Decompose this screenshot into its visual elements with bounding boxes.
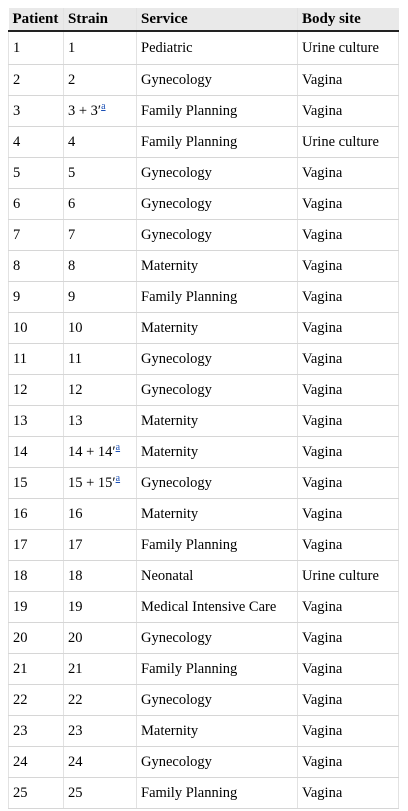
cell-patient: 13 bbox=[9, 406, 64, 437]
cell-strain bbox=[64, 375, 137, 406]
strain-text: 23 bbox=[68, 722, 83, 739]
cell-strain bbox=[64, 220, 137, 251]
cell-patient: 15 bbox=[9, 468, 64, 499]
cell-patient: 22 bbox=[9, 685, 64, 716]
table-header bbox=[9, 8, 399, 31]
cell-service: Gynecology bbox=[137, 220, 298, 251]
cell-service: Gynecology bbox=[137, 468, 298, 499]
table-row bbox=[9, 654, 399, 685]
header-patient: Patient bbox=[9, 8, 64, 31]
cell-strain bbox=[64, 189, 137, 220]
cell-body-site: Vagina bbox=[298, 189, 399, 220]
cell-patient: 18 bbox=[9, 561, 64, 592]
cell-service: Gynecology bbox=[137, 65, 298, 96]
footnote-link[interactable]: a bbox=[115, 441, 121, 453]
cell-patient: 8 bbox=[9, 251, 64, 282]
table-row bbox=[9, 375, 399, 406]
cell-patient: 10 bbox=[9, 313, 64, 344]
cell-body-site: Vagina bbox=[298, 747, 399, 778]
table-row bbox=[9, 127, 399, 158]
cell-service: Maternity bbox=[137, 716, 298, 747]
cell-strain bbox=[64, 499, 137, 530]
strain-text: 17 bbox=[68, 536, 83, 553]
table-row bbox=[9, 282, 399, 313]
cell-service: Maternity bbox=[137, 313, 298, 344]
strain-text: 19 bbox=[68, 598, 83, 615]
cell-strain bbox=[64, 251, 137, 282]
cell-strain bbox=[64, 437, 137, 468]
cell-strain bbox=[64, 623, 137, 654]
cell-service: Pediatric bbox=[137, 31, 298, 65]
cell-body-site: Vagina bbox=[298, 623, 399, 654]
strain-text: 14 + 14′ bbox=[68, 443, 116, 460]
cell-body-site: Vagina bbox=[298, 530, 399, 561]
cell-body-site: Vagina bbox=[298, 375, 399, 406]
cell-strain bbox=[64, 592, 137, 623]
header-body-site: Body site bbox=[298, 8, 399, 31]
table-row bbox=[9, 592, 399, 623]
cell-patient: 25 bbox=[9, 778, 64, 809]
strain-text: 25 bbox=[68, 784, 83, 801]
table-row bbox=[9, 561, 399, 592]
cell-service: Neonatal bbox=[137, 561, 298, 592]
cell-patient: 1 bbox=[9, 31, 64, 65]
cell-service: Gynecology bbox=[137, 685, 298, 716]
cell-strain bbox=[64, 158, 137, 189]
cell-body-site: Vagina bbox=[298, 437, 399, 468]
cell-patient: 21 bbox=[9, 654, 64, 685]
table-row bbox=[9, 313, 399, 344]
cell-service: Gynecology bbox=[137, 375, 298, 406]
cell-patient: 11 bbox=[9, 344, 64, 375]
strain-text: 15 + 15′ bbox=[68, 474, 116, 491]
footnote-link[interactable]: a bbox=[101, 100, 106, 112]
cell-patient: 12 bbox=[9, 375, 64, 406]
strain-text: 9 bbox=[68, 288, 76, 305]
strain-text: 11 bbox=[68, 350, 82, 367]
table-row bbox=[9, 530, 399, 561]
strain-text: 8 bbox=[68, 257, 76, 274]
strain-text: 7 bbox=[68, 226, 76, 243]
cell-service: Maternity bbox=[137, 437, 298, 468]
cell-patient: 4 bbox=[9, 127, 64, 158]
table-row bbox=[9, 96, 399, 127]
table-row bbox=[9, 189, 399, 220]
cell-strain bbox=[64, 65, 137, 96]
cell-body-site: Vagina bbox=[298, 313, 399, 344]
strain-text: 24 bbox=[68, 753, 83, 770]
strain-text: 3 + 3′ bbox=[68, 102, 102, 119]
cell-patient: 23 bbox=[9, 716, 64, 747]
cell-service: Family Planning bbox=[137, 282, 298, 313]
cell-service: Medical Intensive Care bbox=[137, 592, 298, 623]
cell-service: Maternity bbox=[137, 406, 298, 437]
cell-service: Maternity bbox=[137, 499, 298, 530]
strain-text: 6 bbox=[68, 195, 76, 212]
table-container bbox=[8, 8, 398, 809]
table-row bbox=[9, 65, 399, 96]
cell-patient: 16 bbox=[9, 499, 64, 530]
table-row bbox=[9, 31, 399, 65]
cell-strain bbox=[64, 313, 137, 344]
table-row bbox=[9, 716, 399, 747]
cell-patient: 2 bbox=[9, 65, 64, 96]
cell-body-site: Vagina bbox=[298, 220, 399, 251]
cell-body-site: Urine culture bbox=[298, 31, 399, 65]
cell-service: Gynecology bbox=[137, 189, 298, 220]
cell-strain bbox=[64, 96, 137, 127]
cell-patient: 3 bbox=[9, 96, 64, 127]
header-row bbox=[9, 8, 399, 31]
cell-body-site: Vagina bbox=[298, 282, 399, 313]
strain-text: 12 bbox=[68, 381, 83, 398]
cell-service: Gynecology bbox=[137, 158, 298, 189]
cell-patient: 7 bbox=[9, 220, 64, 251]
cell-service: Maternity bbox=[137, 251, 298, 282]
cell-body-site: Vagina bbox=[298, 778, 399, 809]
cell-body-site: Vagina bbox=[298, 716, 399, 747]
cell-patient: 14 bbox=[9, 437, 64, 468]
cell-service: Family Planning bbox=[137, 530, 298, 561]
cell-strain bbox=[64, 778, 137, 809]
cell-patient: 20 bbox=[9, 623, 64, 654]
cell-patient: 5 bbox=[9, 158, 64, 189]
cell-service: Gynecology bbox=[137, 344, 298, 375]
cell-service: Family Planning bbox=[137, 127, 298, 158]
strain-table bbox=[8, 8, 399, 809]
cell-patient: 6 bbox=[9, 189, 64, 220]
cell-body-site: Urine culture bbox=[298, 561, 399, 592]
cell-service: Family Planning bbox=[137, 654, 298, 685]
strain-text: 4 bbox=[68, 133, 76, 150]
strain-text: 20 bbox=[68, 629, 83, 646]
cell-body-site: Vagina bbox=[298, 685, 399, 716]
table-row bbox=[9, 406, 399, 437]
cell-strain bbox=[64, 685, 137, 716]
table-row bbox=[9, 778, 399, 809]
table-row bbox=[9, 158, 399, 189]
table-row bbox=[9, 623, 399, 654]
table-row bbox=[9, 251, 399, 282]
cell-body-site: Vagina bbox=[298, 592, 399, 623]
cell-body-site: Urine culture bbox=[298, 127, 399, 158]
cell-strain bbox=[64, 127, 137, 158]
table-row bbox=[9, 468, 399, 499]
strain-text: 10 bbox=[68, 319, 83, 336]
cell-service: Family Planning bbox=[137, 96, 298, 127]
table-body bbox=[9, 31, 399, 809]
table-row bbox=[9, 747, 399, 778]
cell-body-site: Vagina bbox=[298, 65, 399, 96]
strain-text: 22 bbox=[68, 691, 83, 708]
cell-service: Gynecology bbox=[137, 747, 298, 778]
strain-text: 18 bbox=[68, 567, 83, 584]
cell-patient: 9 bbox=[9, 282, 64, 313]
strain-text: 2 bbox=[68, 71, 76, 88]
cell-service: Gynecology bbox=[137, 623, 298, 654]
cell-strain bbox=[64, 561, 137, 592]
table-row bbox=[9, 437, 399, 468]
cell-body-site: Vagina bbox=[298, 654, 399, 685]
cell-body-site: Vagina bbox=[298, 499, 399, 530]
cell-patient: 17 bbox=[9, 530, 64, 561]
strain-text: 13 bbox=[68, 412, 83, 429]
cell-strain bbox=[64, 406, 137, 437]
strain-text: 21 bbox=[68, 660, 83, 677]
cell-strain bbox=[64, 747, 137, 778]
cell-body-site: Vagina bbox=[298, 344, 399, 375]
header-service: Service bbox=[137, 8, 298, 31]
cell-strain bbox=[64, 654, 137, 685]
cell-body-site: Vagina bbox=[298, 251, 399, 282]
cell-strain bbox=[64, 530, 137, 561]
table-row bbox=[9, 685, 399, 716]
footnote-link[interactable]: a bbox=[115, 472, 121, 484]
cell-strain bbox=[64, 31, 137, 65]
cell-service: Family Planning bbox=[137, 778, 298, 809]
cell-body-site: Vagina bbox=[298, 96, 399, 127]
cell-strain bbox=[64, 468, 137, 499]
strain-text: 1 bbox=[68, 39, 76, 56]
cell-patient: 19 bbox=[9, 592, 64, 623]
cell-strain bbox=[64, 282, 137, 313]
cell-body-site: Vagina bbox=[298, 468, 399, 499]
strain-text: 16 bbox=[68, 505, 83, 522]
cell-patient: 24 bbox=[9, 747, 64, 778]
table-row bbox=[9, 499, 399, 530]
header-strain: Strain bbox=[64, 8, 137, 31]
cell-strain bbox=[64, 716, 137, 747]
cell-strain bbox=[64, 344, 137, 375]
table-row bbox=[9, 220, 399, 251]
strain-text: 5 bbox=[68, 164, 76, 181]
table-row bbox=[9, 344, 399, 375]
cell-body-site: Vagina bbox=[298, 406, 399, 437]
cell-body-site: Vagina bbox=[298, 158, 399, 189]
